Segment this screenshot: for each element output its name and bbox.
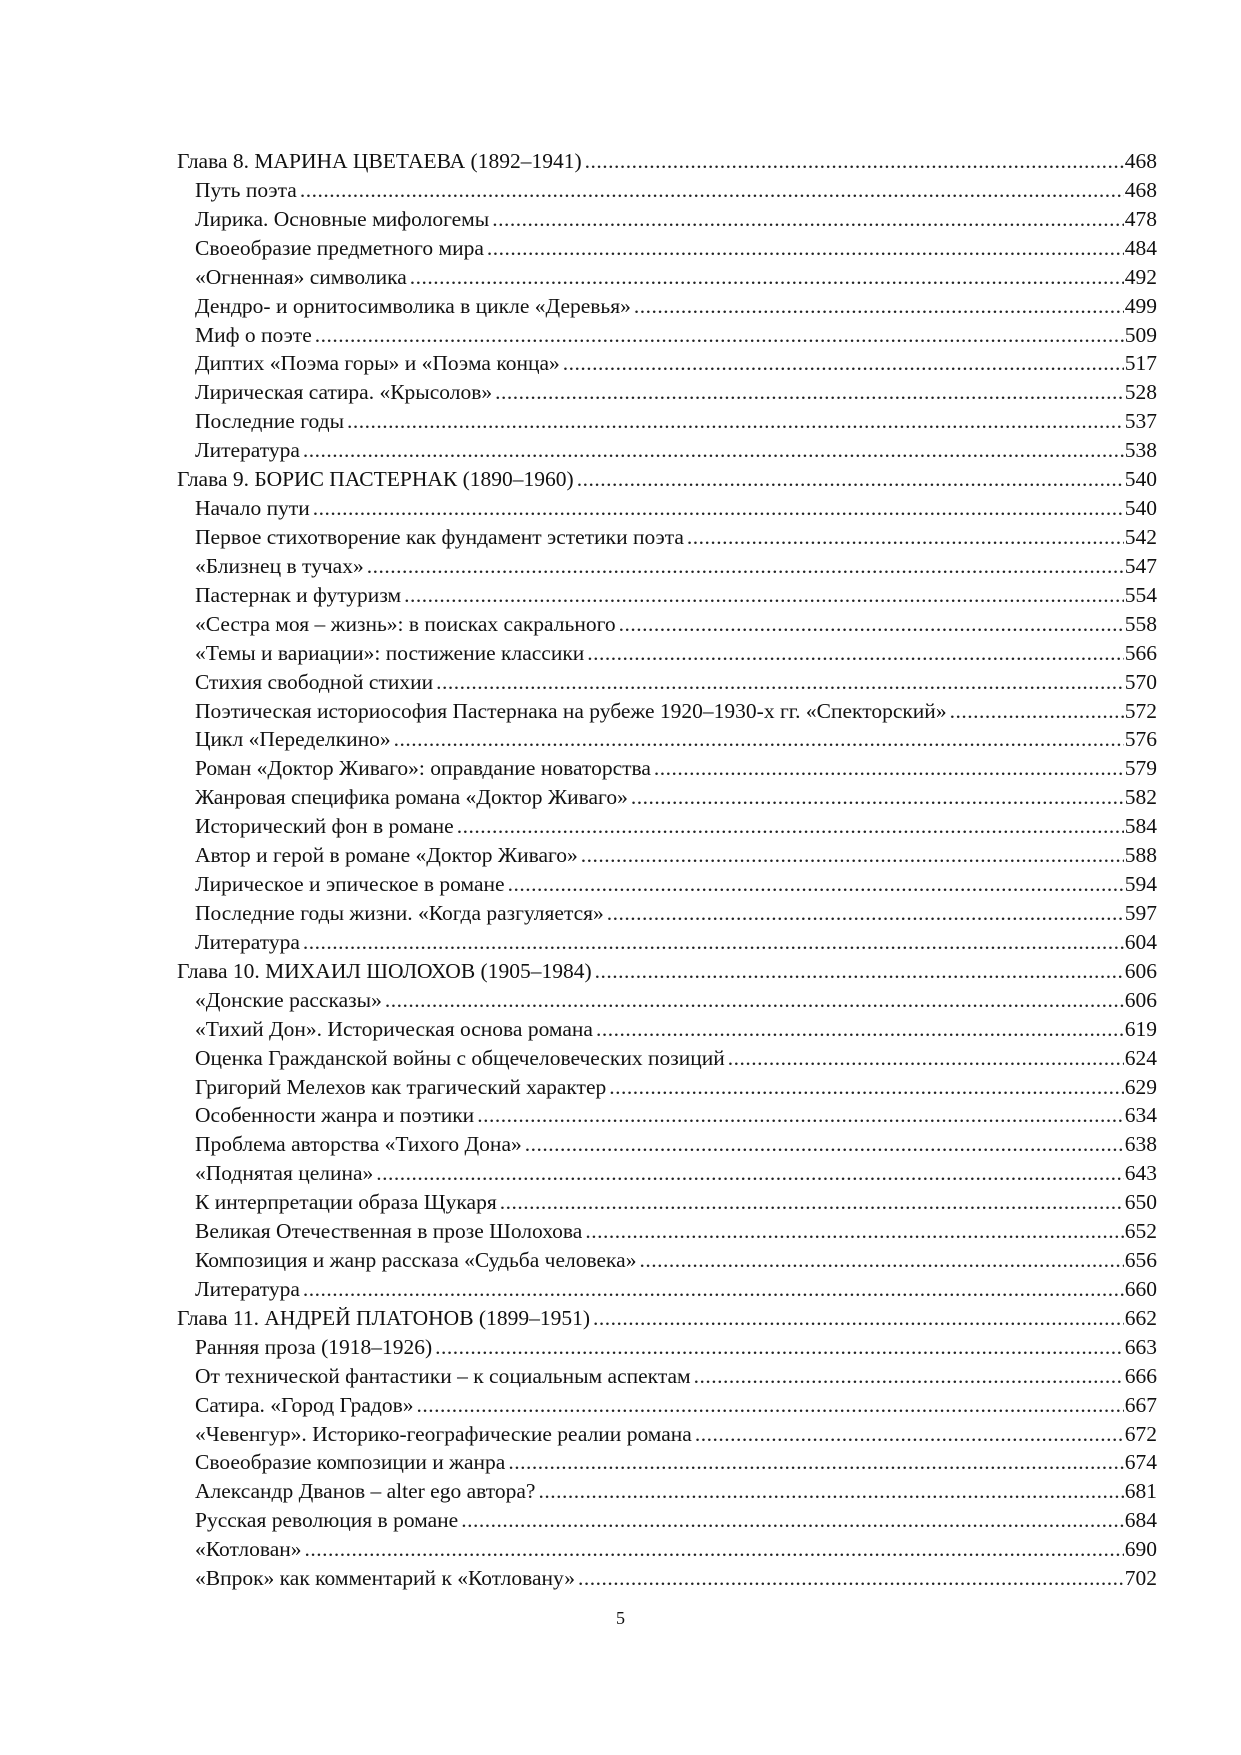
toc-section-entry[interactable] xyxy=(177,1159,1157,1188)
toc-entry-title: Дендро- и орнитосимволика в цикле «Деревья» xyxy=(195,293,631,318)
toc-entry-title: Композиция и жанр рассказа «Судьба человека» xyxy=(195,1248,637,1273)
dot-leader xyxy=(631,783,1124,812)
dot-leader xyxy=(508,1448,1123,1477)
dot-leader xyxy=(457,812,1124,841)
toc-section-entry[interactable] xyxy=(177,176,1157,205)
toc-section-entry[interactable] xyxy=(177,494,1157,523)
dot-leader xyxy=(634,292,1124,321)
toc-section-entry[interactable] xyxy=(177,1506,1157,1535)
toc-entry-title: Своеобразие предметного мира xyxy=(195,235,484,260)
dot-leader xyxy=(654,754,1124,783)
toc-entry-page: 484 xyxy=(1124,235,1157,260)
toc-section-entry[interactable] xyxy=(177,639,1157,668)
toc-entry-title: Глава 9. БОРИС ПАСТЕРНАК (1890–1960) xyxy=(177,467,574,492)
toc-entry-page: 554 xyxy=(1124,582,1157,607)
dot-leader xyxy=(587,639,1123,668)
dot-leader xyxy=(694,1362,1124,1391)
toc-entry-page: 624 xyxy=(1124,1045,1157,1070)
toc-entry-title: «Поднятая целина» xyxy=(195,1161,374,1186)
dot-leader xyxy=(950,697,1124,726)
toc-entry-page: 517 xyxy=(1124,351,1157,376)
toc-entry-page: 558 xyxy=(1124,611,1157,636)
toc-entry-page: 638 xyxy=(1124,1132,1157,1157)
toc-entry-page: 572 xyxy=(1124,698,1157,723)
toc-entry-page: 656 xyxy=(1124,1248,1157,1273)
toc-entry-page: 663 xyxy=(1124,1334,1157,1359)
dot-leader xyxy=(728,1044,1124,1073)
toc-entry-page: 681 xyxy=(1124,1479,1157,1504)
toc-section-entry[interactable] xyxy=(177,668,1157,697)
toc-entry-page: 528 xyxy=(1124,380,1157,405)
toc-entry-title: Сатира. «Город Градов» xyxy=(195,1392,414,1417)
dot-leader xyxy=(461,1506,1124,1535)
dot-leader xyxy=(581,841,1124,870)
toc-entry-title: Литература xyxy=(195,438,300,463)
toc-entry-page: 588 xyxy=(1124,843,1157,868)
toc-entry-title: «Тихий Дон». Историческая основа романа xyxy=(195,1016,593,1041)
dot-leader xyxy=(347,407,1124,436)
dot-leader xyxy=(595,957,1124,986)
toc-entry-page: 579 xyxy=(1124,756,1157,781)
toc-section-entry[interactable] xyxy=(177,1391,1157,1420)
toc-entry-title: Стихия свободной стихии xyxy=(195,669,434,694)
toc-section-entry[interactable] xyxy=(177,1044,1157,1073)
toc-entry-title: Григорий Мелехов как трагический характер xyxy=(195,1074,607,1099)
dot-leader xyxy=(436,668,1124,697)
toc-entry-page: 619 xyxy=(1124,1016,1157,1041)
toc-entry-title: Оценка Гражданской войны с общечеловеческих позиций xyxy=(195,1045,725,1070)
toc-section-entry[interactable] xyxy=(177,986,1157,1015)
toc-section-entry[interactable] xyxy=(177,783,1157,812)
toc-section-entry[interactable] xyxy=(177,812,1157,841)
toc-entry-page: 674 xyxy=(1124,1450,1157,1475)
toc-entry-title: Глава 10. МИХАИЛ ШОЛОХОВ (1905–1984) xyxy=(177,958,592,983)
dot-leader xyxy=(508,870,1124,899)
toc-section-entry[interactable] xyxy=(177,1073,1157,1102)
toc-section-entry[interactable] xyxy=(177,697,1157,726)
toc-entry-page: 604 xyxy=(1124,929,1157,954)
toc-section-entry[interactable] xyxy=(177,378,1157,407)
toc-entry-title: Миф о поэте xyxy=(195,322,312,347)
toc-entry-page: 684 xyxy=(1124,1508,1157,1533)
toc-section-entry[interactable] xyxy=(177,1448,1157,1477)
toc-entry-page: 468 xyxy=(1124,177,1157,202)
toc-chapter-entry[interactable] xyxy=(177,1304,1157,1333)
toc-entry-page: 702 xyxy=(1124,1566,1157,1591)
toc-entry-title: Роман «Доктор Живаго»: оправдание новаторства xyxy=(195,756,651,781)
dot-leader xyxy=(687,523,1124,552)
dot-leader xyxy=(607,899,1124,928)
toc-section-entry[interactable] xyxy=(177,349,1157,378)
toc-entry-page: 652 xyxy=(1124,1219,1157,1244)
toc-section-entry[interactable] xyxy=(177,1564,1157,1593)
toc-entry-page: 672 xyxy=(1124,1421,1157,1446)
toc-entry-page: 606 xyxy=(1124,958,1157,983)
toc-section-entry[interactable] xyxy=(177,1101,1157,1130)
toc-section-entry[interactable] xyxy=(177,1535,1157,1564)
toc-entry-title: Особенности жанра и поэтики xyxy=(195,1103,475,1128)
toc-entry-page: 666 xyxy=(1124,1363,1157,1388)
toc-entry-title: Ранняя проза (1918–1926) xyxy=(195,1334,433,1359)
toc-entry-title: Начало пути xyxy=(195,496,310,521)
toc-section-entry[interactable] xyxy=(177,1333,1157,1362)
toc-entry-title: Первое стихотворение как фундамент эстетики поэта xyxy=(195,524,684,549)
dot-leader xyxy=(385,986,1124,1015)
toc-entry-title: Литература xyxy=(195,929,300,954)
dot-leader xyxy=(487,234,1124,263)
dot-leader xyxy=(585,1217,1123,1246)
dot-leader xyxy=(416,1391,1123,1420)
toc-entry-page: 566 xyxy=(1124,640,1157,665)
toc-section-entry[interactable] xyxy=(177,263,1157,292)
toc-entry-title: Русская революция в романе xyxy=(195,1508,459,1533)
toc-section-entry[interactable] xyxy=(177,234,1157,263)
toc-entry-title: «Близнец в тучах» xyxy=(195,553,364,578)
toc-entry-title: Лирическая сатира. «Крысолов» xyxy=(195,380,493,405)
dot-leader xyxy=(495,378,1124,407)
toc-entry-title: Цикл «Переделкино» xyxy=(195,727,391,752)
toc-entry-title: «Огненная» символика xyxy=(195,264,407,289)
toc-entry-page: 570 xyxy=(1124,669,1157,694)
toc-entry-title: «Сестра моя – жизнь»: в поисках сакрального xyxy=(195,611,616,636)
toc-chapter-entry[interactable] xyxy=(177,465,1157,494)
toc-section-entry[interactable] xyxy=(177,725,1157,754)
toc-entry-title: Александр Дванов – alter ego автора? xyxy=(195,1479,536,1504)
toc-section-entry[interactable] xyxy=(177,928,1157,957)
toc-section-entry[interactable] xyxy=(177,1275,1157,1304)
dot-leader xyxy=(303,928,1124,957)
toc-entry-page: 606 xyxy=(1124,987,1157,1012)
toc-entry-page: 662 xyxy=(1124,1305,1157,1330)
dot-leader xyxy=(525,1130,1124,1159)
page-number: 5 xyxy=(616,1608,625,1628)
toc-section-entry[interactable] xyxy=(177,1217,1157,1246)
toc-entry-title: Лирическое и эпическое в романе xyxy=(195,872,505,897)
toc-section-entry[interactable] xyxy=(177,1188,1157,1217)
dot-leader xyxy=(313,494,1124,523)
dot-leader xyxy=(609,1073,1123,1102)
toc-entry-title: «Донские рассказы» xyxy=(195,987,382,1012)
dot-leader xyxy=(315,321,1124,350)
dot-leader xyxy=(585,147,1124,176)
toc-entry-page: 478 xyxy=(1124,206,1157,231)
toc-entry-page: 540 xyxy=(1124,496,1157,521)
dot-leader xyxy=(619,610,1124,639)
toc-entry-page: 690 xyxy=(1124,1537,1157,1562)
toc-section-entry[interactable] xyxy=(177,552,1157,581)
dot-leader xyxy=(596,1015,1124,1044)
toc-entry-page: 594 xyxy=(1124,872,1157,897)
toc-entry-page: 537 xyxy=(1124,409,1157,434)
toc-entry-title: «Темы и вариации»: постижение классики xyxy=(195,640,585,665)
dot-leader xyxy=(500,1188,1124,1217)
toc-entry-title: Последние годы жизни. «Когда разгуляется» xyxy=(195,900,604,925)
toc-entry-page: 547 xyxy=(1124,553,1157,578)
toc-section-entry[interactable] xyxy=(177,321,1157,350)
toc-section-entry[interactable] xyxy=(177,841,1157,870)
toc-entry-title: Пастернак и футуризм xyxy=(195,582,402,607)
toc-entry-title: Жанровая специфика романа «Доктор Живаго» xyxy=(195,785,628,810)
toc-entry-page: 468 xyxy=(1124,149,1157,173)
dot-leader xyxy=(376,1159,1123,1188)
toc-entry-title: Путь поэта xyxy=(195,177,297,202)
toc-section-entry[interactable] xyxy=(177,899,1157,928)
toc-entry-page: 492 xyxy=(1124,264,1157,289)
dot-leader xyxy=(367,552,1124,581)
toc-entry-title: Диптих «Поэма горы» и «Поэма конца» xyxy=(195,351,560,376)
dot-leader xyxy=(477,1101,1124,1130)
toc-section-entry[interactable] xyxy=(177,523,1157,552)
dot-leader xyxy=(394,725,1124,754)
table-of-contents xyxy=(177,147,1157,1593)
toc-entry-page: 634 xyxy=(1124,1103,1157,1128)
toc-entry-title: Лирика. Основные мифологемы xyxy=(195,206,490,231)
toc-section-entry[interactable] xyxy=(177,1420,1157,1449)
toc-entry-title: Глава 8. МАРИНА ЦВЕТАЕВА (1892–1941) xyxy=(177,149,582,173)
dot-leader xyxy=(305,1535,1124,1564)
toc-entry-page: 650 xyxy=(1124,1190,1157,1215)
toc-entry-title: «Котлован» xyxy=(195,1537,302,1562)
toc-entry-title: Последние годы xyxy=(195,409,345,434)
toc-entry-title: От технической фантастики – к социальным аспектам xyxy=(195,1363,691,1388)
toc-section-entry[interactable] xyxy=(177,581,1157,610)
toc-entry-page: 540 xyxy=(1124,467,1157,492)
toc-section-entry[interactable] xyxy=(177,407,1157,436)
toc-entry-title: Поэтическая историософия Пастернака на рубеже 1920–1930-х гг. «Спекторский» xyxy=(195,698,947,723)
toc-section-entry[interactable] xyxy=(177,292,1157,321)
toc-entry-page: 597 xyxy=(1124,900,1157,925)
toc-section-entry[interactable] xyxy=(177,1246,1157,1275)
dot-leader xyxy=(404,581,1124,610)
toc-entry-page: 643 xyxy=(1124,1161,1157,1186)
toc-entry-title: Автор и герой в романе «Доктор Живаго» xyxy=(195,843,578,868)
toc-entry-title: Своеобразие композиции и жанра xyxy=(195,1450,506,1475)
toc-entry-title: К интерпретации образа Щукаря xyxy=(195,1190,497,1215)
toc-section-entry[interactable] xyxy=(177,205,1157,234)
dot-leader xyxy=(695,1420,1124,1449)
dot-leader xyxy=(578,1564,1124,1593)
dot-leader xyxy=(577,465,1124,494)
toc-section-entry[interactable] xyxy=(177,436,1157,465)
toc-chapter-entry[interactable] xyxy=(177,957,1157,986)
toc-entry-title: Литература xyxy=(195,1276,300,1301)
dot-leader xyxy=(410,263,1124,292)
toc-section-entry[interactable] xyxy=(177,1362,1157,1391)
toc-section-entry[interactable] xyxy=(177,870,1157,899)
toc-section-entry[interactable] xyxy=(177,1477,1157,1506)
dot-leader xyxy=(303,1275,1124,1304)
toc-entry-page: 667 xyxy=(1124,1392,1157,1417)
toc-entry-title: Великая Отечественная в прозе Шолохова xyxy=(195,1219,583,1244)
dot-leader xyxy=(538,1477,1123,1506)
toc-entry-page: 499 xyxy=(1124,293,1157,318)
toc-entry-title: Проблема авторства «Тихого Дона» xyxy=(195,1132,522,1157)
dot-leader xyxy=(593,1304,1124,1333)
toc-entry-page: 660 xyxy=(1124,1276,1157,1301)
toc-entry-page: 509 xyxy=(1124,322,1157,347)
dot-leader xyxy=(492,205,1124,234)
toc-section-entry[interactable] xyxy=(177,1130,1157,1159)
dot-leader xyxy=(435,1333,1124,1362)
toc-entry-title: Глава 11. АНДРЕЙ ПЛАТОНОВ (1899–1951) xyxy=(177,1305,590,1330)
toc-entry-page: 629 xyxy=(1124,1074,1157,1099)
toc-section-entry[interactable] xyxy=(177,754,1157,783)
toc-section-entry[interactable] xyxy=(177,610,1157,639)
dot-leader xyxy=(563,349,1124,378)
toc-entry-page: 582 xyxy=(1124,785,1157,810)
dot-leader xyxy=(303,436,1124,465)
toc-entry-title: «Впрок» как комментарий к «Котловану» xyxy=(195,1566,576,1591)
toc-entry-title: «Чевенгур». Историко-географические реалии романа xyxy=(195,1421,692,1446)
dot-leader xyxy=(639,1246,1123,1275)
toc-entry-page: 576 xyxy=(1124,727,1157,752)
toc-chapter-entry[interactable] xyxy=(177,147,1157,176)
toc-entry-page: 538 xyxy=(1124,438,1157,463)
toc-section-entry[interactable] xyxy=(177,1015,1157,1044)
toc-entry-page: 542 xyxy=(1124,524,1157,549)
dot-leader xyxy=(300,176,1124,205)
toc-entry-page: 584 xyxy=(1124,814,1157,839)
toc-entry-title: Исторический фон в романе xyxy=(195,814,454,839)
